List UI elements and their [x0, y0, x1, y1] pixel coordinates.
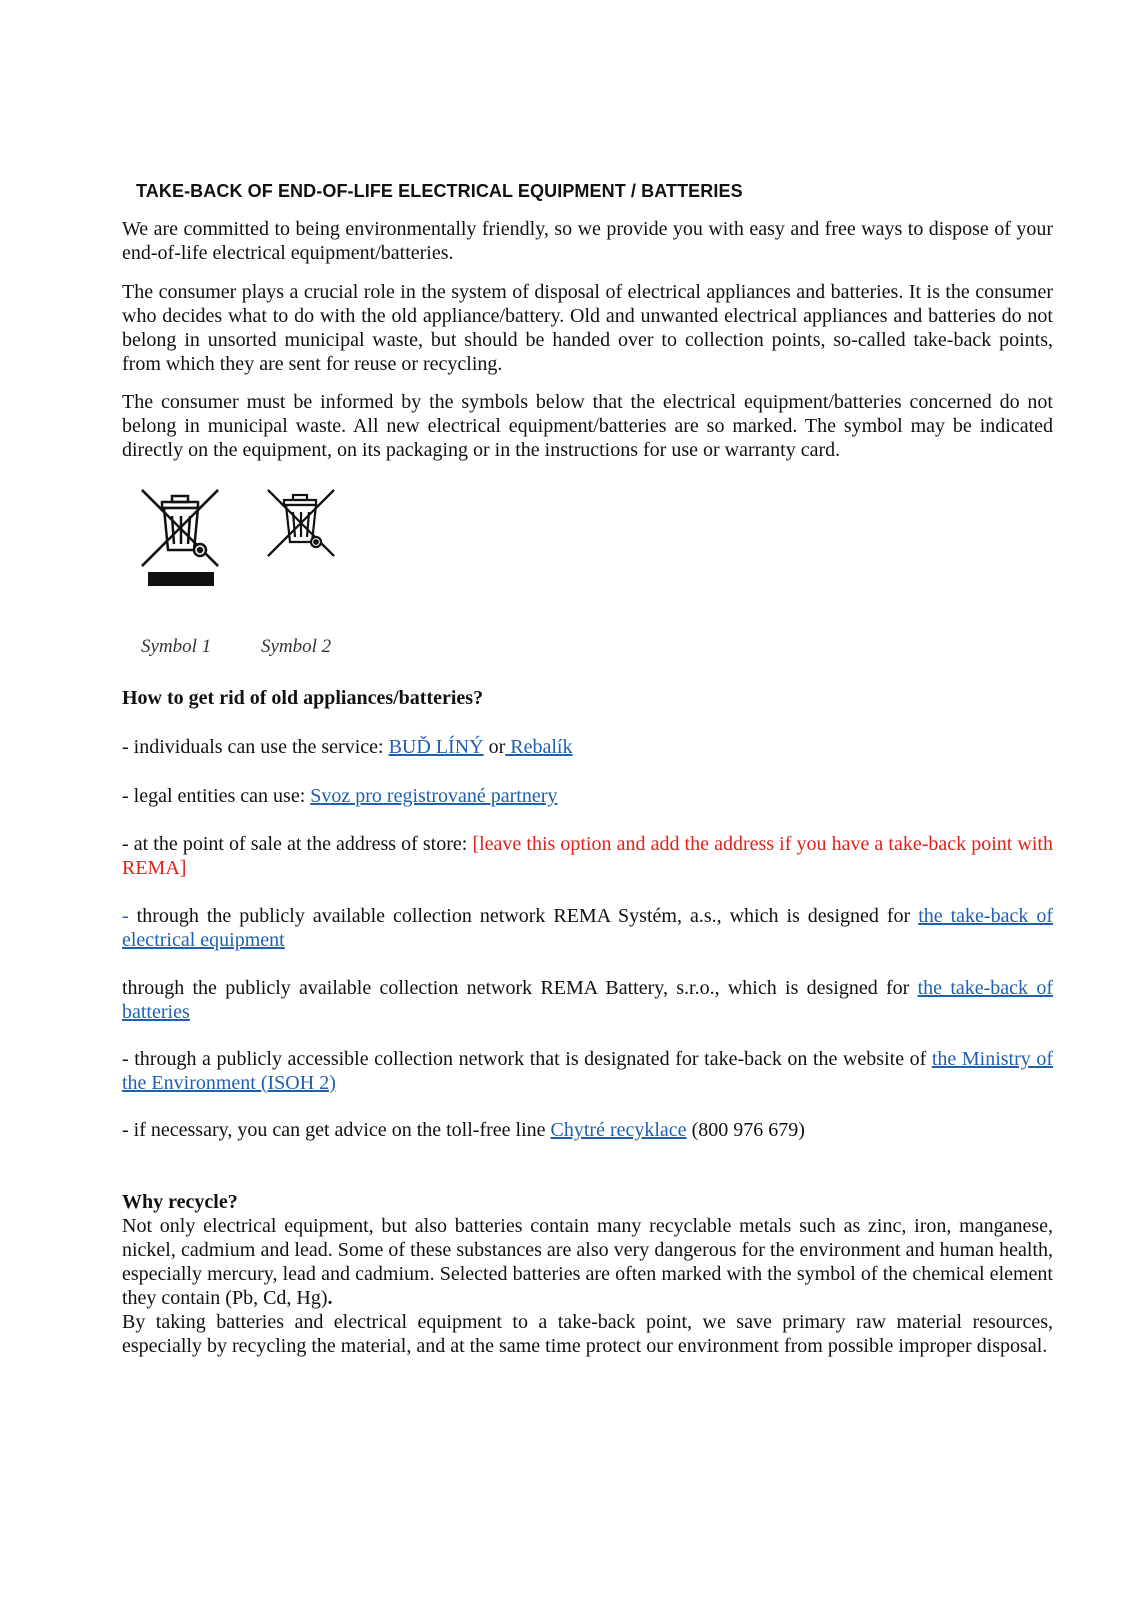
pos-red-note: [leave this option and add the address if you have a take-back point with REMA]	[122, 833, 1053, 879]
crossed-out-wheelie-bin-with-bar-icon	[142, 490, 218, 566]
individuals-prefix: - individuals can use the service:	[122, 736, 389, 758]
rema-system-dash: -	[122, 905, 129, 927]
rebalik-link[interactable]: Rebalík	[505, 736, 573, 758]
advice-prefix: - if necessary, you can get advice on the toll-free line	[122, 1119, 551, 1141]
why-text-1: Not only electrical equipment, but also batteries contain many recyclable metals such as zinc, iron, manganese, nickel, cadmium and lead. Some of these substances are also very dangerous for the environment and human health, especially mercury, lead and cadmium. Selected batteries are often marked with the symbol of the chemical element they contain (Pb, Cd, Hg)	[122, 1215, 1053, 1309]
weee-symbols	[138, 488, 348, 598]
ministry-text: - through a publicly accessible collection network that is designated for take-back on the website of	[122, 1048, 932, 1070]
symbols-info-paragraph: The consumer must be informed by the symbols below that the electrical equipment/batteries concerned do not belong in municipal waste. All new electrical equipment/batteries are so marked. The symbol may be indicated directly on the equipment, on its packaging or in the instructions for use or warranty card.	[122, 391, 1053, 461]
option-advice	[122, 1118, 1053, 1142]
consumer-role-paragraph: The consumer plays a crucial role in the system of disposal of electrical appliances and batteries. It is the consumer who decides what to do with the old appliance/battery. Old and unwanted electrical appliances and batteries do not belong in unsorted municipal waste, but should be handed over to collection points, so-called take-back points, from which they are sent for reuse or recycling.	[122, 281, 1053, 375]
option-ministry	[122, 1047, 1053, 1095]
how-heading: How to get rid of old appliances/batteries?	[122, 687, 484, 709]
electrical-take-back-link[interactable]: the take-back of electrical equipment	[122, 905, 1053, 951]
why-text-1-end: .	[327, 1287, 333, 1309]
crossed-out-wheelie-bin-icon	[268, 490, 334, 556]
symbol-1-caption: Symbol 1	[141, 636, 212, 657]
svoz-partnery-link[interactable]: Svoz pro registrované partnery	[310, 785, 558, 807]
page-title: TAKE-BACK OF END-OF-LIFE ELECTRICAL EQUIPMENT / BATTERIES	[136, 181, 743, 201]
symbol-bar	[148, 572, 214, 586]
rema-battery-text: through the publicly available collection network REMA Battery, s.r.o., which is designed for	[122, 977, 918, 999]
why-heading: Why recycle?	[122, 1191, 238, 1213]
ministry-isoh-link[interactable]: the Ministry of the Environment (ISOH 2)	[122, 1048, 1053, 1094]
advice-suffix: (800 976 679)	[686, 1119, 805, 1141]
rema-system-text: through the publicly available collection network REMA Systém, a.s., which is designed for	[128, 905, 919, 927]
bud-liny-link[interactable]: BUĎ LÍNÝ	[388, 736, 484, 758]
symbol-2-caption: Symbol 2	[261, 636, 332, 657]
option-rema-battery	[122, 976, 1053, 1024]
why-paragraph-1	[122, 1214, 1053, 1310]
option-individuals	[122, 735, 1053, 759]
legal-prefix: - legal entities can use:	[122, 785, 311, 807]
battery-take-back-link[interactable]: the take-back of batteries	[122, 977, 1053, 1023]
option-legal-entities	[122, 784, 1053, 808]
pos-prefix: - at the point of sale at the address of store:	[122, 833, 473, 855]
why-paragraph-2: By taking batteries and electrical equipment to a take-back point, we save primary raw material resources, especially by recycling the material, and at the same time protect our environment from possible improper disposal.	[122, 1311, 1053, 1357]
individuals-or: or	[483, 736, 506, 758]
option-rema-system	[122, 904, 1053, 952]
chytre-recyklace-link[interactable]: Chytré recyklace	[550, 1119, 687, 1141]
option-point-of-sale	[122, 832, 1053, 880]
intro-paragraph: We are committed to being environmentally friendly, so we provide you with easy and free ways to dispose of your end-of-life electrical equipment/batteries.	[122, 218, 1053, 264]
